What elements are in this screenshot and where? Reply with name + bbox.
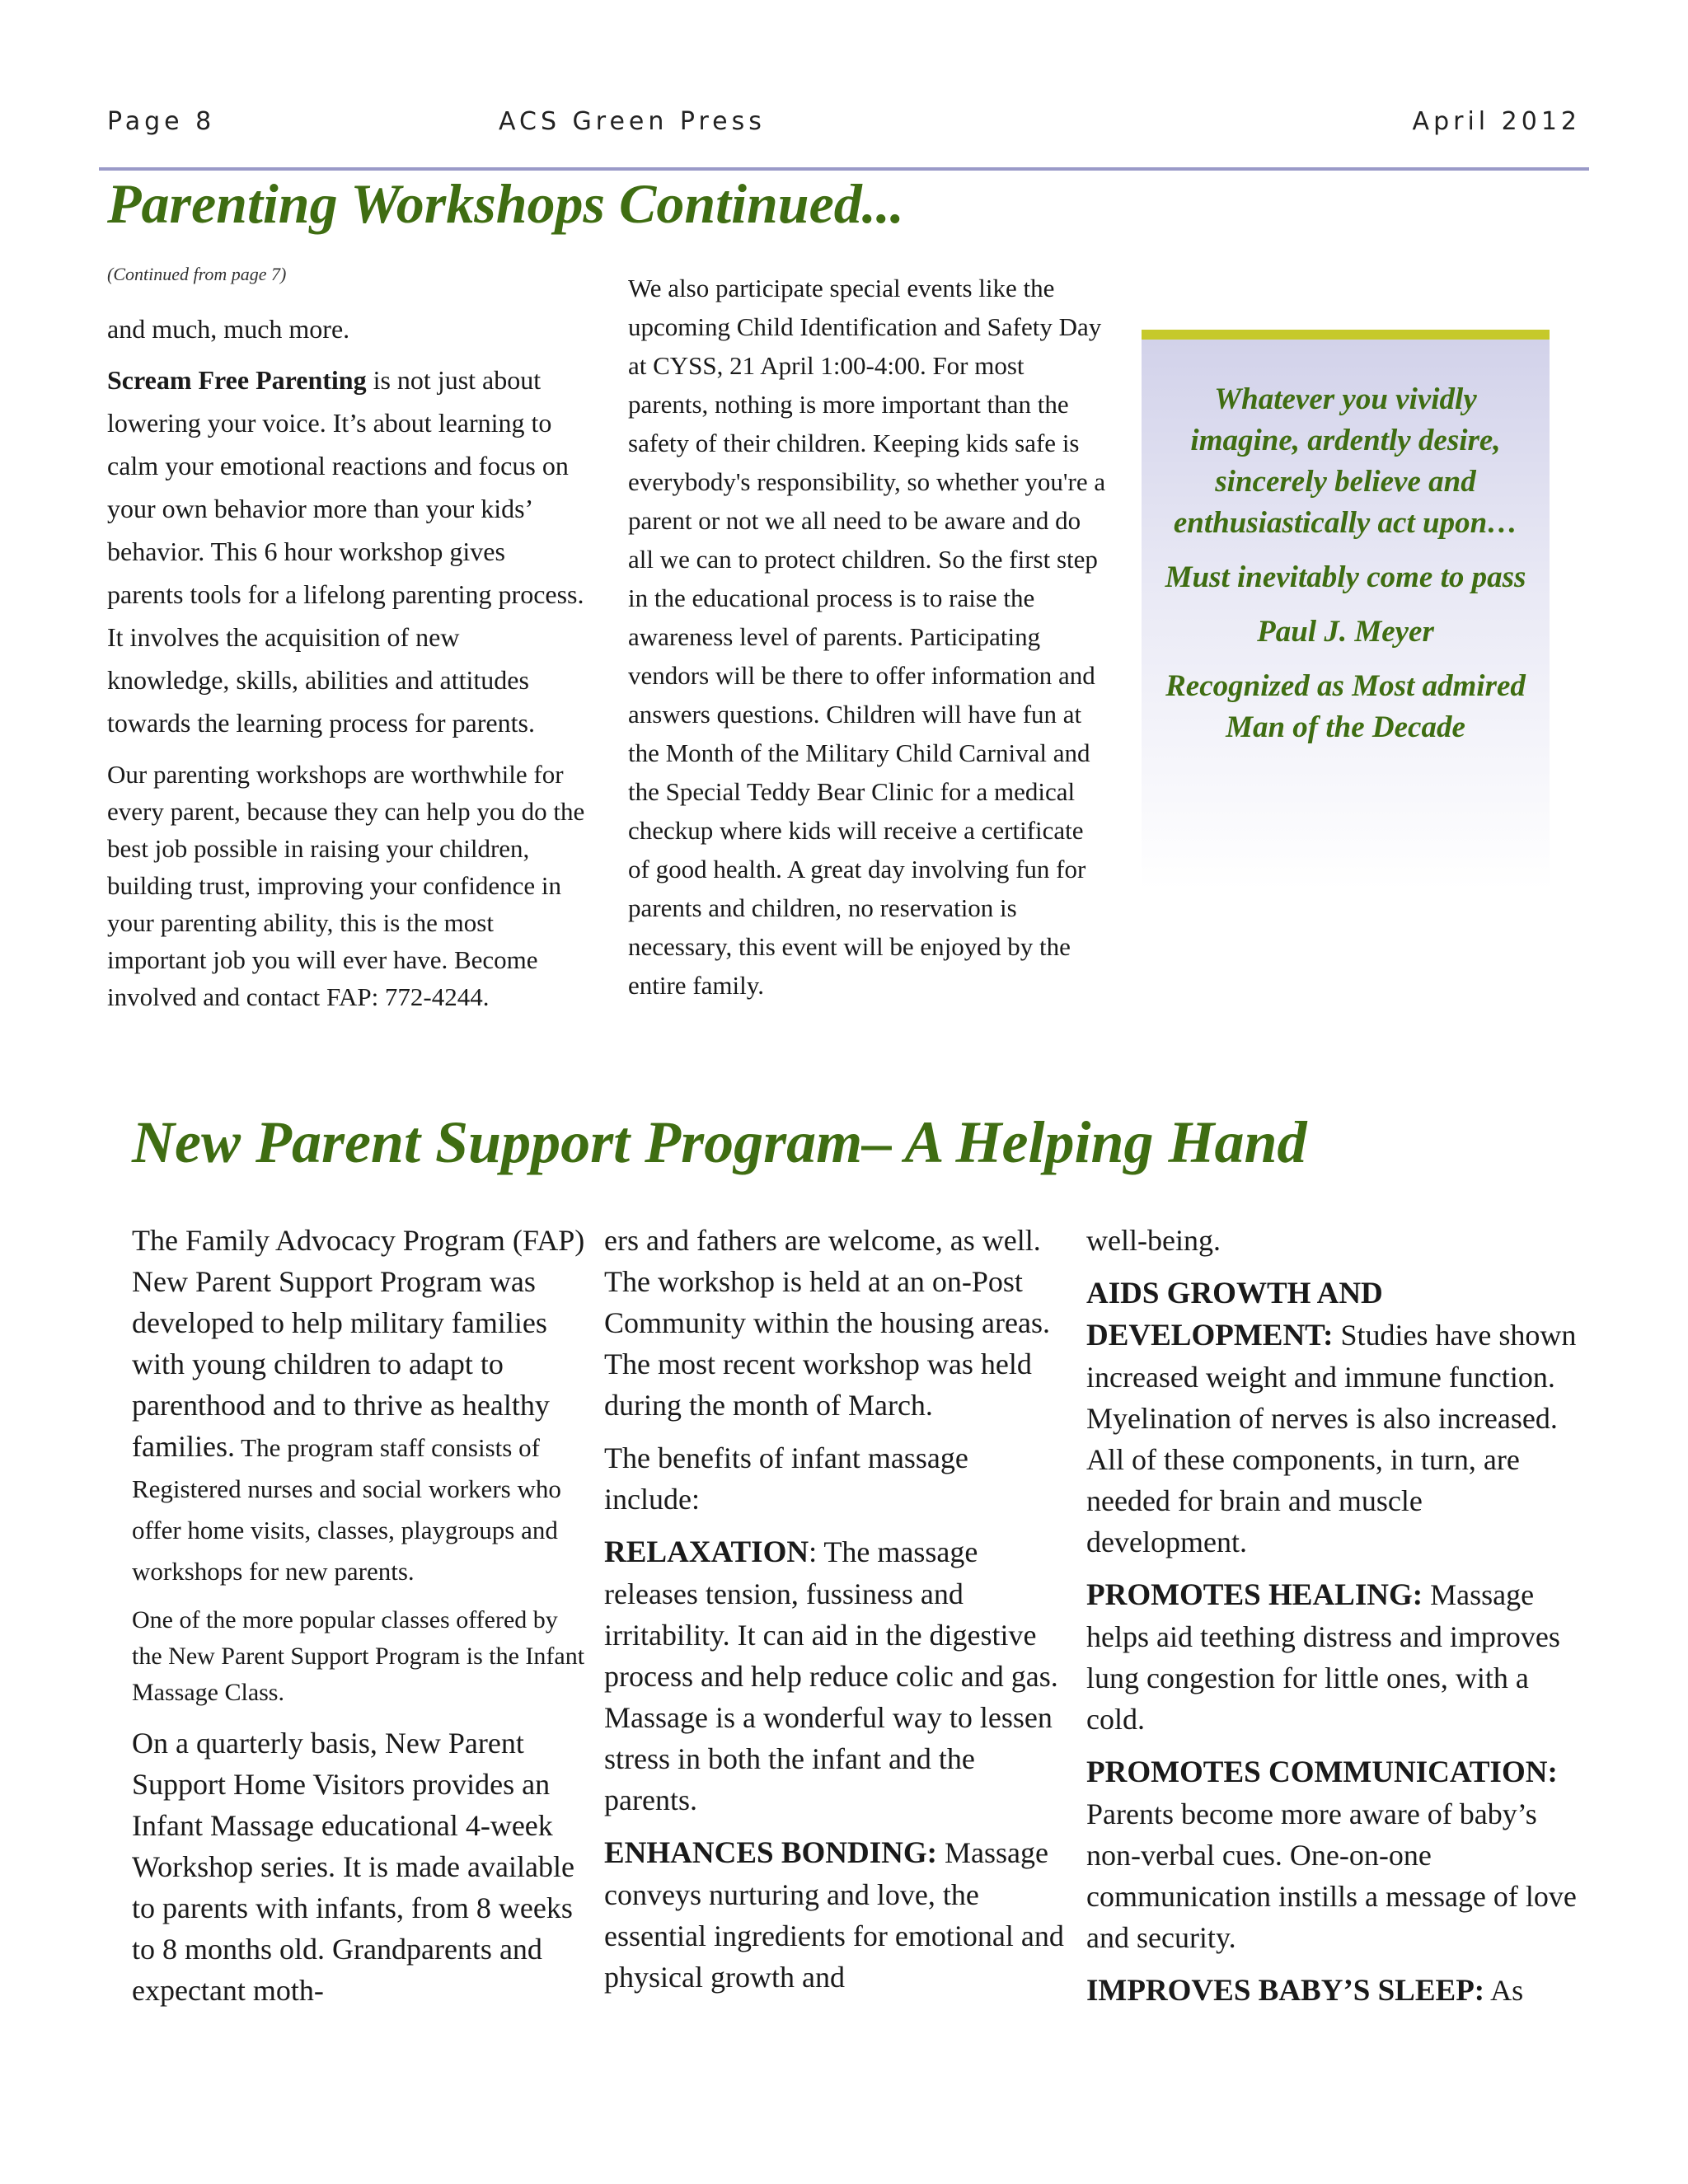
scream-free-title: Scream Free Parenting [107,365,367,395]
quote-text-continued: Must inevitably come to pass [1165,560,1526,594]
relaxation-text: : The massage releases tension, fussiness and irritability. It can aid in the digestive process and help reduce colic and gas. Massage is a wonderful way to lessen stress in both the infant and the parents. [604,1535,1058,1816]
sleep-heading: IMPROVES BABY’S SLEEP: [1086,1974,1485,2008]
sleep-paragraph [1086,1970,1581,2012]
growth-heading: AIDS GROWTH AND DEVELOPMENT: [1086,1277,1383,1352]
bonding-heading: ENHANCES BONDING: [604,1836,937,1870]
program-staff: The program staff consists of Registered nurses and social workers who offer home visits, classes, playgroups and workshops for new parents. [132,1433,561,1586]
massage-class-paragraph: One of the more popular classes offered by the New Parent Support Program is the Infant Massage Class. [132,1606,585,1706]
issue-date: April 2012 [1412,107,1581,136]
relaxation-heading: RELAXATION [604,1535,809,1569]
section-title-new-parent-support: New Parent Support Program– A Helping Hand [132,1109,1307,1175]
program-intro: The Family Advocacy Program (FAP) New Parent Support Program was developed to help military families with young children to adapt to parenthood and to thrive as healthy families. [132,1224,585,1463]
header-rule [99,167,1589,171]
program-paragraph [132,1220,593,1591]
benefits-intro: The benefits of infant massage include: [604,1441,968,1516]
workshop-series-paragraph: On a quarterly basis, New Parent Support Home Visitors provides an Infant Massage educational 4-week Workshop series. It is made available to parents with infants, from 8 weeks to 8 months old. Grandparents and expectant moth- [132,1727,574,2007]
communication-paragraph [1086,1751,1581,1958]
workshops-column-2 [628,269,1106,1005]
healing-heading: PROMOTES HEALING: [1086,1578,1423,1612]
quote-text: Whatever you vividly imagine, ardently desire, sincerely believe and enthusiastically act upon… [1173,382,1518,540]
events-paragraph: We also participate special events like the upcoming Child Identification and Safety Day at CYSS, 21 April 1:00-4:00. For most parents, nothing is more important than the safety of their children. Keeping kids safe is everybody's responsibility, so whether you're a parent or not we all need to be aware and do all we can to protect children. So the first step in the educational process is to raise the awareness level of parents. Participating vendors will be there to offer information and answers questions. Children will have fun at the Month of the Military Child Carnival and the Special Teddy Bear Clinic for a medical checkup where kids will receive a certificate of good health. A great day involving fun for parents and children, no reservation is necessary, this event will be enjoyed by the entire family. [628,274,1106,1000]
publication-name: ACS Green Press [499,107,766,136]
workshops-column-1 [107,307,585,1015]
workshop-details-paragraph: ers and fathers are welcome, as well. The workshop is held at an on-Post Community within the housing areas. The most recent workshop was held during the month of March. [604,1224,1050,1422]
page-number: Page 8 [107,107,216,136]
relaxation-paragraph [604,1531,1066,1821]
scream-free-text: is not just about lowering your voice. It’s about learning to calm your emotional reactions and focus on your own behavior more than your kids’ behavior. This 6 hour workshop gives parents tools for a lifelong parenting process. It involves the acquisition of new knowledge, skills, abilities and attitudes towards the learning process for parents. [107,365,584,738]
scream-free-paragraph [107,359,585,744]
workshops-paragraph: Our parenting workshops are worthwhile for every parent, because they can help you do the best job possible in raising your children, building trust, improving your confidence in your parenting ability, this is the most important job you will ever have. Become involved and contact FAP: 772-4244. [107,760,585,1011]
growth-text: Studies have shown increased weight and immune function. Myelination of nerves is also increased. All of these components, in turn, are needed for brain and muscle development. [1086,1319,1577,1558]
healing-text: Massage helps aid teething distress and improves lung congestion for little ones, with a cold. [1086,1578,1560,1736]
section-title-parenting-workshops: Parenting Workshops Continued... [107,172,904,235]
support-column-3 [1086,1220,1581,2012]
communication-heading: PROMOTES COMMUNICATION: [1086,1755,1558,1789]
bonding-paragraph [604,1832,1066,1998]
healing-paragraph [1086,1574,1581,1740]
bonding-text: Massage conveys nurturing and love, the essential ingredients for emotional and physical growth and [604,1836,1064,1994]
support-column-1 [132,1220,593,2011]
sleep-text: As [1484,1974,1524,2007]
quote-box [1142,330,1550,890]
quote-author-caption: Recognized as Most admired Man of the Decade [1165,669,1526,744]
support-column-2 [604,1220,1066,1998]
growth-paragraph [1086,1272,1581,1563]
wellbeing-text: well-being. [1086,1224,1221,1257]
continued-note: (Continued from page 7) [107,264,287,284]
quote-author: Paul J. Meyer [1257,615,1434,649]
communication-text: Parents become more aware of baby’s non-verbal cues. One-on-one communication instills a message of love and security. [1086,1797,1577,1954]
intro-text: and much, much more. [107,314,350,344]
